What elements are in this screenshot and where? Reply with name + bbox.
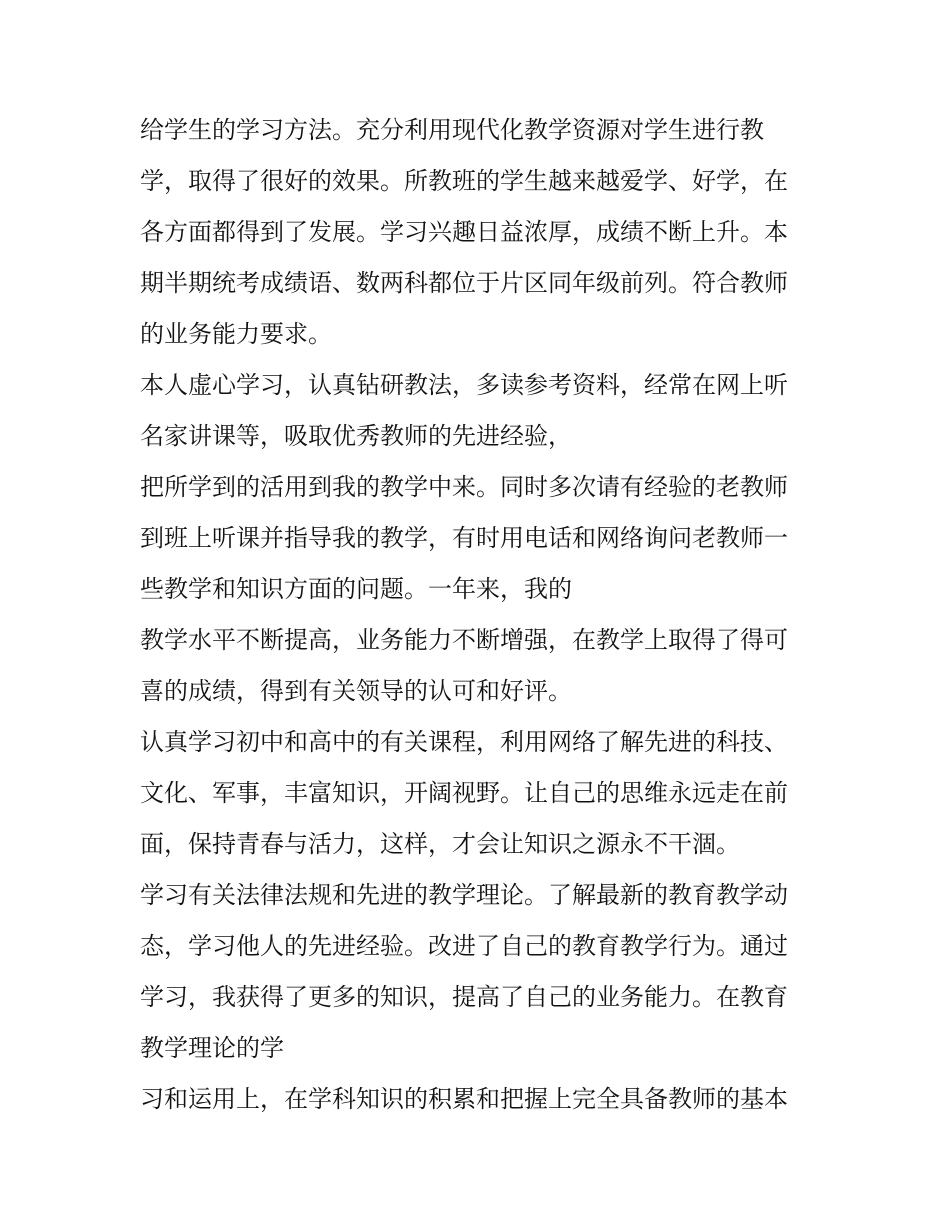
text-line: 学，取得了很好的效果。所教班的学生越来越爱学、好学，在 [140,167,788,195]
document-body [140,105,820,1125]
text-line: 给学生的学习方法。充分利用现代化教学资源对学生进行教 [140,116,764,144]
text-line: 些教学和知识方面的问题。一年来，我的 [140,575,572,603]
text-line: 期半期统考成绩语、数两科都位于片区同年级前列。符合教师 [140,269,788,297]
text-line: 态，学习他人的先进经验。改进了自己的教育教学行为。通过 [140,932,788,960]
text-line: 各方面都得到了发展。学习兴趣日益浓厚，成绩不断上升。本 [140,218,788,246]
text-line: 文化、军事，丰富知识，开阔视野。让自己的思维永远走在前 [140,779,788,807]
text-line: 把所学到的活用到我的教学中来。同时多次请有经验的老教师 [140,473,788,501]
text-line: 教学水平不断提高，业务能力不断增强，在教学上取得了得可 [140,626,788,654]
text-line: 学习，我获得了更多的知识，提高了自己的业务能力。在教育 [140,983,788,1011]
text-line: 喜的成绩，得到有关领导的认可和好评。 [140,677,572,705]
text-line: 面，保持青春与活力，这样，才会让知识之源永不干涸。 [140,830,740,858]
text-line: 名家讲课等，吸取优秀教师的先进经验， [140,422,572,450]
text-line: 习和运用上，在学科知识的积累和把握上完全具备教师的基本 [140,1085,788,1113]
text-line: 认真学习初中和高中的有关课程，利用网络了解先进的科技、 [140,728,788,756]
text-line: 本人虚心学习，认真钻研教法，多读参考资料，经常在网上听 [140,371,788,399]
text-line: 到班上听课并指导我的教学，有时用电话和网络询问老教师一 [140,524,788,552]
text-line: 教学理论的学 [140,1034,284,1062]
text-line: 的业务能力要求。 [140,320,332,348]
text-line: 学习有关法律法规和先进的教学理论。了解最新的教育教学动 [140,881,788,909]
